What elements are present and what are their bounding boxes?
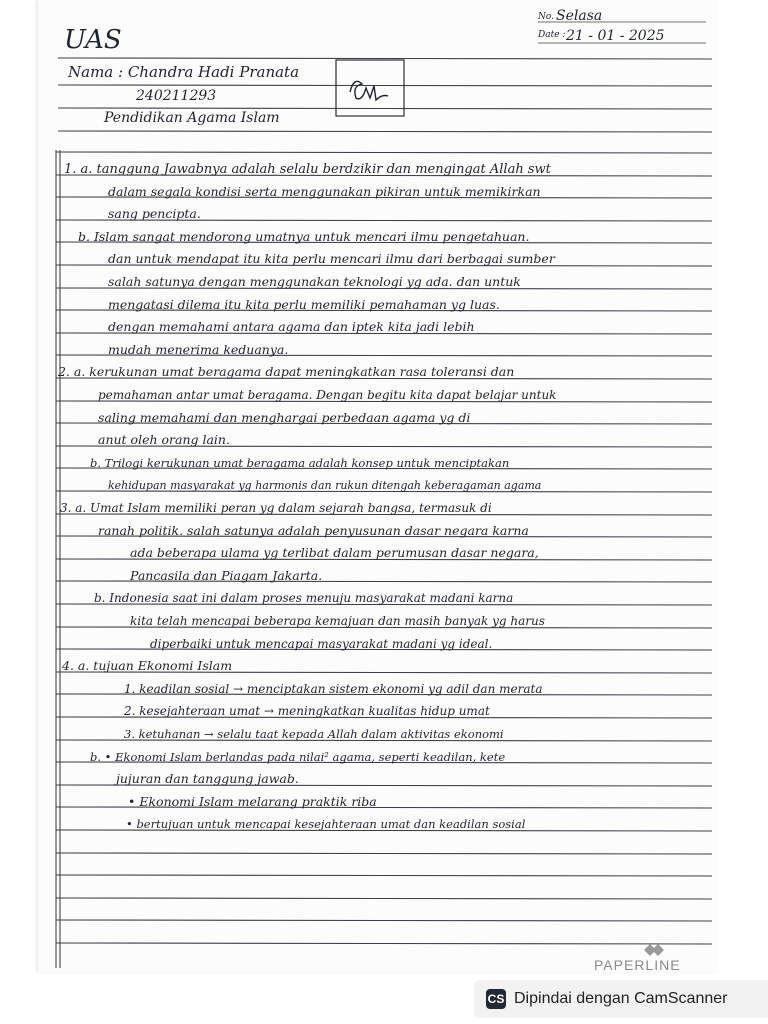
answer-line: ranah politik. salah satunya adalah penyusunan dasar negara karna: [98, 523, 529, 538]
answer-line: sang pencipta.: [108, 206, 201, 221]
answer-line: 2. a. kerukunan umat beragama dapat meningkatkan rasa toleransi dan: [58, 364, 515, 379]
ruled-line: [56, 152, 712, 153]
ruled-line: [58, 58, 712, 59]
answer-line: pemahaman antar umat beragama. Dengan begitu kita dapat belajar untuk: [98, 388, 557, 402]
answer-line: mengatasi dilema itu kita perlu memiliki pemahaman yg luas.: [108, 297, 500, 312]
date-value: 21 - 01 - 2025: [566, 28, 665, 44]
signature-box: [336, 60, 404, 116]
ruled-line: [56, 920, 712, 921]
answer-line: jujuran dan tanggung jawab.: [116, 771, 299, 786]
camscanner-text: Dipindai dengan CamScanner: [514, 990, 728, 1007]
answer-line: dengan memahami antara agama dan iptek kita jadi lebih: [108, 319, 475, 334]
course-name: Pendidikan Agama Islam: [104, 110, 280, 126]
answer-line: dan untuk mendapat itu kita perlu mencari ilmu dari berbagai sumber: [108, 251, 555, 266]
exam-title: UAS: [64, 25, 122, 55]
answer-line: kita telah mencapai beberapa kemajuan dan masih banyak yg harus: [130, 614, 545, 628]
student-name: Nama : Chandra Hadi Pranata: [68, 63, 300, 81]
camscanner-icon: CS: [486, 989, 506, 1009]
answer-line: kehidupan masyarakat yg harmonis dan rukun ditengah keberagaman agama: [108, 479, 542, 492]
answer-line: 1. keadilan sosial → menciptakan sistem ekonomi yg adil dan merata: [124, 682, 543, 696]
ruled-line: [56, 898, 712, 899]
no-value: Selasa: [556, 8, 603, 24]
answer-line: b. Islam sangat mendorong umatnya untuk mencari ilmu pengetahuan.: [78, 229, 530, 244]
ruled-line: [56, 875, 712, 876]
answer-line: dalam segala kondisi serta menggunakan pikiran untuk memikirkan: [108, 184, 541, 199]
ruled-line: [58, 85, 712, 86]
answer-line: b. • Ekonomi Islam berlandas pada nilai² agama, seperti keadilan, kete: [90, 750, 506, 764]
answer-text: [57, 162, 556, 831]
paperline-logo-icon: [644, 944, 664, 956]
student-id: 240211293: [136, 88, 217, 104]
answer-line: 2. kesejahteraan umat → meningkatkan kualitas hidup umat: [124, 704, 490, 718]
answer-line: Pancasila dan Piagam Jakarta.: [130, 568, 323, 583]
ruled-line: [56, 853, 712, 854]
answer-line: salah satunya dengan menggunakan teknologi yg ada. dan untuk: [108, 274, 521, 289]
answer-line: ada beberapa ulama yg terlibat dalam perumusan dasar negara,: [130, 545, 539, 560]
answer-line: saling memahami dan menghargai perbedaan agama yg di: [98, 410, 471, 425]
answer-line: 3. a. Umat Islam memiliki peran yg dalam sejarah bangsa, termasuk di: [60, 501, 492, 515]
ruled-line: [58, 131, 712, 132]
answer-line: • Ekonomi Islam melarang praktik riba: [128, 794, 377, 809]
answer-line: • bertujuan untuk mencapai kesejahteraan umat dan keadilan sosial: [126, 817, 526, 831]
camscanner-badge: [474, 980, 768, 1018]
ruled-line: [58, 108, 712, 109]
answer-line: 4. a. tujuan Ekonomi Islam: [62, 658, 233, 673]
signature-image: [350, 81, 388, 100]
answer-line: diperbaiki untuk mencapai masyarakat madani yg ideal.: [150, 637, 493, 651]
answer-line: b. Trilogi kerukunan umat beragama adalah konsep untuk menciptakan: [90, 456, 510, 470]
answer-line: b. Indonesia saat ini dalam proses menuju masyarakat madani karna: [94, 591, 514, 605]
answer-line: 1. a. tanggung Jawabnya adalah selalu berdzikir dan mengingat Allah swt: [64, 162, 551, 177]
answer-line: mudah menerima keduanya.: [108, 342, 289, 357]
ruled-line: [56, 943, 712, 944]
no-label: No.: [538, 12, 554, 22]
answer-line: anut oleh orang lain.: [98, 432, 230, 447]
paperline-brand: PAPERLINE: [594, 957, 681, 973]
date-label: Date :: [538, 30, 566, 40]
answer-line: 3. ketuhanan → selalu taat kepada Allah dalam aktivitas ekonomi: [124, 727, 504, 741]
